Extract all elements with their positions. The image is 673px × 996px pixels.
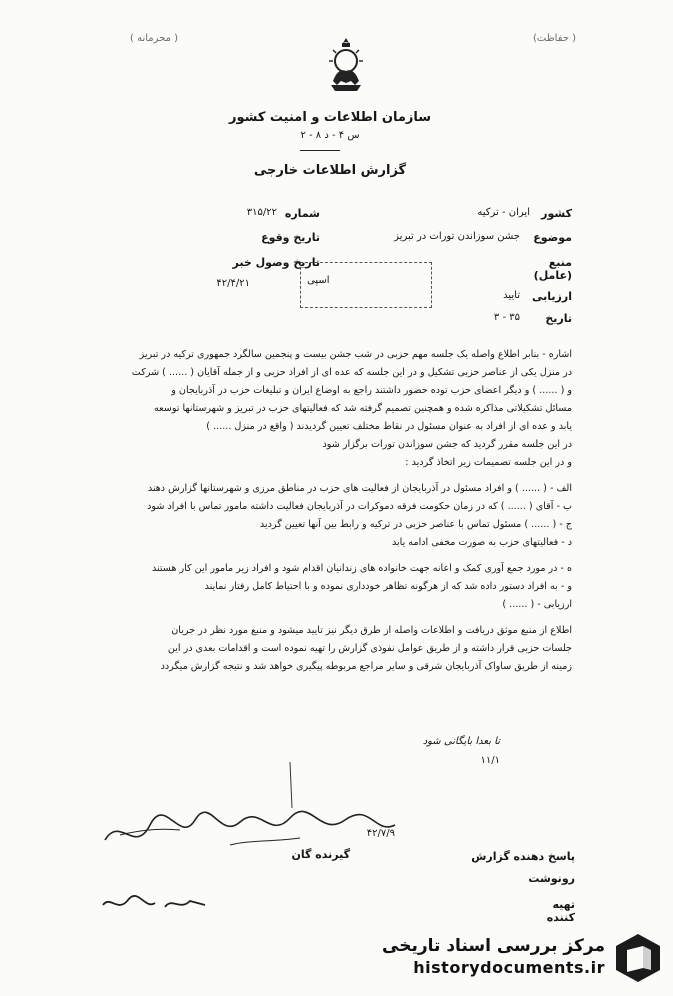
body-line: و - به افراد دستور داده شد که از هرگونه تظاهر خودداری نموده و با احتیاط کامل رفتار نمایند: [204, 581, 572, 592]
body-line: اطلاع از منبع موثق دریافت و اطلاعات واصله از طرق دیگر نیز تایید میشود و منبع مورد نظر در جریان: [171, 625, 572, 636]
number-value: ۳۱۵/۲۲: [246, 207, 277, 218]
field-label-country: کشور: [541, 207, 572, 220]
lion-sun-emblem-icon: [323, 35, 369, 95]
receipt-date-label: تاریخ وصول خبر: [232, 256, 320, 269]
number-label: شماره: [284, 207, 320, 220]
receiver-label: پاسخ دهنده گزارش: [471, 850, 575, 863]
stamp-box-text: اسپی: [307, 275, 330, 286]
final-label: تهیه کننده: [546, 898, 575, 924]
body-line: اشاره - بنابر اطلاع واصله یک جلسه مهم حزبی در شب جشن بیست و پنجمین سالگرد جمهوری ترکیه در تبریز: [139, 349, 572, 360]
body-line: در این جلسه مقرر گردید که جشن سوزاندن تورات برگزار شود: [322, 439, 572, 450]
watermark-url: historydocuments.ir: [413, 958, 605, 977]
body-line: زمینه از طریق ساواک آذربایجان شرقی و سایر مراجع مربوطه پیگیری خواهد شد و نتیجه گزارش میگردد: [160, 661, 572, 672]
body-line: ارزیابی - ( ...... ): [502, 599, 572, 610]
top-left-note: ( محرمانه ): [130, 33, 179, 44]
body-line: مسائل تشکیلاتی مذاکره شده و همچنین تصمیم گرفته شد که فعالیتهای حزب در تبریز و شهرستانها توسعه: [154, 403, 572, 414]
field-label-source: منبع (عامل): [533, 256, 572, 282]
date-note: ۴۲/۷/۹: [366, 828, 395, 839]
field-label-date: تاریخ: [545, 312, 572, 325]
field-label-evaluation: ارزیابی: [532, 290, 572, 303]
body-line: الف - ( ...... ) و افراد مسئول در آذربایجان از فعالیت های حزب در مناطق مرزی و شهرستانها گزارش دهند: [147, 483, 572, 494]
field-value-date: ۳ - ۳۵: [493, 312, 520, 323]
body-line: جلسات حزبی قرار داشته و از طریق عوامل نفوذی گزارش را تهیه نموده است و اقدامات بعدی در این: [167, 643, 572, 654]
receipt-label: رونوشت: [528, 872, 575, 885]
body-line: و ( ...... ) و دیگر اعضای حزب توده حضور داشتند راجع به اوضاع ایران و تبلیغات حزب در آذربایجان و: [171, 385, 572, 396]
divider: [300, 150, 340, 151]
body-line: ج - ( ...... ) مسئول تماس با عناصر حزبی در ترکیه و رابط بین آنها تعیین گردید: [259, 519, 572, 530]
stamp-box: [300, 262, 432, 308]
field-value-country: ایران - ترکیه: [477, 207, 530, 218]
initials-scribble-icon: [100, 885, 210, 920]
body-line: یابد و عده ای از افراد به عنوان مسئول در نقاط مختلف تعیین گردیدند ( واقع در منزل ...... ): [206, 421, 572, 432]
ref-code: س ۴ - د ۸ - ۲: [300, 130, 360, 141]
org-name: سازمان اطلاعات و امنیت کشور: [228, 110, 432, 125]
report-title: گزارش اطلاعات خارجی: [253, 163, 407, 178]
handwritten-note: تا بعدا بایگانی شود: [422, 736, 500, 747]
body-line: د - فعالیتهای حزب به صورت مخفی ادامه یابد: [391, 537, 572, 548]
body-line: ب - آقای ( ...... ) که در زمان حکومت فرقه دموکرات در آذربایجان فعالیت داشته مامور تماس با افراد شود: [147, 501, 572, 512]
body-line: و در این جلسه تصمیمات زیر اتخاذ گردید :: [405, 457, 572, 468]
top-right-note: ( حفاظت): [533, 33, 577, 44]
body-line: ه - در مورد جمع آوری کمک و اعانه جهت خانواده های زندانیان اقدام شود و افراد زیر مامور این کار هستند: [151, 563, 572, 574]
field-value-evaluation: تایید: [503, 290, 520, 301]
watermark-title: مرکز بررسی اسناد تاریخی: [382, 936, 605, 956]
report-body: [100, 346, 572, 676]
body-line: در منزل یکی از عناصر حزبی تشکیل و در این جلسه که عده ای از افراد حزبی و از جمله آقایان ( ...... ) شرکت: [131, 367, 572, 378]
officer-label: گیرنده گان: [291, 848, 350, 861]
archive-logo-icon: [613, 932, 663, 984]
watermark: [373, 928, 663, 988]
field-value-subject: جشن سوزاندن تورات در تبریز: [394, 231, 520, 242]
field-label-subject: موضوع: [533, 231, 572, 244]
vertical-stroke-icon: [270, 760, 310, 810]
handwritten-mark: ۱۱/۱: [480, 755, 500, 766]
event-date-label: تاریخ وقوع: [261, 231, 320, 244]
report-date-value: ۴۲/۴/۲۱: [216, 278, 250, 289]
